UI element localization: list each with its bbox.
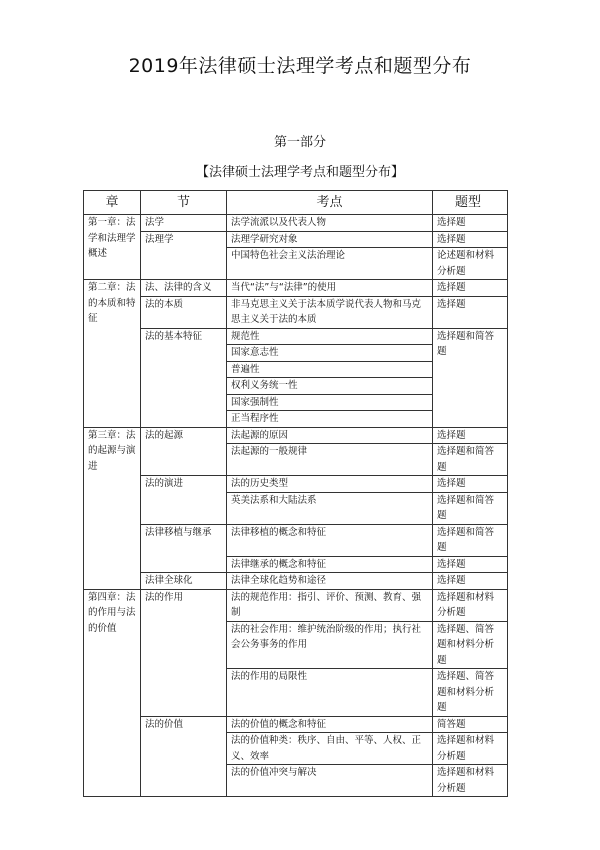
point-cell: 当代“法”与“法律”的使用	[227, 280, 433, 297]
point-cell: 法的规范作用：指引、评价、预测、教育、强制	[227, 589, 433, 621]
point-cell: 规范性	[227, 328, 433, 345]
point-cell: 法的价值冲突与解决	[227, 765, 433, 797]
section-cell: 法的起源	[141, 427, 227, 476]
point-cell: 法理学研究对象	[227, 231, 433, 248]
point-cell: 法的历史类型	[227, 476, 433, 493]
point-cell: 法起源的原因	[227, 427, 433, 444]
section-cell: 法、法律的含义	[141, 280, 227, 297]
table-row	[84, 589, 508, 621]
point-cell: 国家强制性	[227, 394, 433, 411]
point-cell: 法律移植的概念和特征	[227, 524, 433, 556]
section-cell: 法的作用	[141, 589, 227, 716]
point-cell: 法的作用的局限性	[227, 669, 433, 717]
section-cell: 法律移植与继承	[141, 524, 227, 573]
point-cell: 法的价值的概念和特征	[227, 716, 433, 733]
section-cell: 法学	[141, 215, 227, 232]
type-cell: 选择题	[433, 296, 508, 328]
point-cell: 法律全球化趋势和途径	[227, 573, 433, 590]
header-point: 考点	[227, 191, 433, 215]
table-row	[84, 296, 508, 328]
header-section: 节	[141, 191, 227, 215]
section-cell: 法的本质	[141, 296, 227, 328]
section-cell: 法律全球化	[141, 573, 227, 590]
header-type: 题型	[433, 191, 508, 215]
point-cell: 法学流派以及代表人物	[227, 215, 433, 232]
table-header-row	[84, 191, 508, 215]
chapter-cell: 第二章：法的本质和特征	[84, 280, 141, 428]
table-row	[84, 573, 508, 590]
table-row	[84, 328, 508, 345]
type-cell: 选择题、简答题和材料分析题	[433, 669, 508, 717]
exam-topic-table	[83, 190, 508, 797]
type-cell: 选择题和材料分析题	[433, 589, 508, 621]
table-row	[84, 231, 508, 248]
point-cell: 法的价值种类：秩序、自由、平等、人权、正义、效率	[227, 733, 433, 765]
point-cell: 法的社会作用：维护统治阶级的作用；执行社会公务事务的作用	[227, 621, 433, 669]
type-cell: 选择题和材料分析题	[433, 733, 508, 765]
part-heading: 第一部分	[273, 135, 326, 150]
table-row	[84, 716, 508, 733]
type-cell: 选择题	[433, 476, 508, 493]
type-cell: 选择题	[433, 280, 508, 297]
section-cell: 法的基本特征	[141, 328, 227, 427]
type-cell: 选择题	[433, 573, 508, 590]
table-row	[84, 280, 508, 297]
type-cell: 选择题和简答题	[433, 328, 508, 427]
point-cell: 英美法系和大陆法系	[227, 492, 433, 524]
document-title: 2019年法律硕士法理学考点和题型分布	[128, 55, 472, 77]
table-row	[84, 476, 508, 493]
type-cell: 选择题和简答题	[433, 444, 508, 476]
point-cell: 国家意志性	[227, 345, 433, 362]
type-cell: 选择题	[433, 215, 508, 232]
table-row	[84, 524, 508, 556]
point-cell: 非马克思主义关于法本质学说代表人物和马克思主义关于法的本质	[227, 296, 433, 328]
chapter-cell: 第四章：法的作用与法的价值	[84, 589, 141, 797]
type-cell: 简答题	[433, 716, 508, 733]
point-cell: 中国特色社会主义法治理论	[227, 248, 433, 280]
section-cell: 法的价值	[141, 716, 227, 797]
type-cell: 选择题、简答题和材料分析题	[433, 621, 508, 669]
point-cell: 正当程序性	[227, 411, 433, 428]
section-cell: 法的演进	[141, 476, 227, 525]
type-cell: 选择题和材料分析题	[433, 765, 508, 797]
chapter-cell: 第一章：法学和法理学概述	[84, 215, 141, 280]
type-cell: 选择题	[433, 556, 508, 573]
chapter-cell: 第三章：法的起源与演进	[84, 427, 141, 589]
point-cell: 权利义务统一性	[227, 378, 433, 395]
table-row	[84, 427, 508, 444]
type-cell: 论述题和材料分析题	[433, 248, 508, 280]
point-cell: 法律继承的概念和特征	[227, 556, 433, 573]
type-cell: 选择题和简答题	[433, 492, 508, 524]
table-row	[84, 215, 508, 232]
section-cell: 法理学	[141, 231, 227, 280]
point-cell: 法起源的一般规律	[227, 444, 433, 476]
point-cell: 普遍性	[227, 361, 433, 378]
type-cell: 选择题和简答题	[433, 524, 508, 556]
type-cell: 选择题	[433, 427, 508, 444]
header-chapter: 章	[84, 191, 141, 215]
table-caption: 【法律硕士法理学考点和题型分布】	[195, 165, 404, 180]
type-cell: 选择题	[433, 231, 508, 248]
